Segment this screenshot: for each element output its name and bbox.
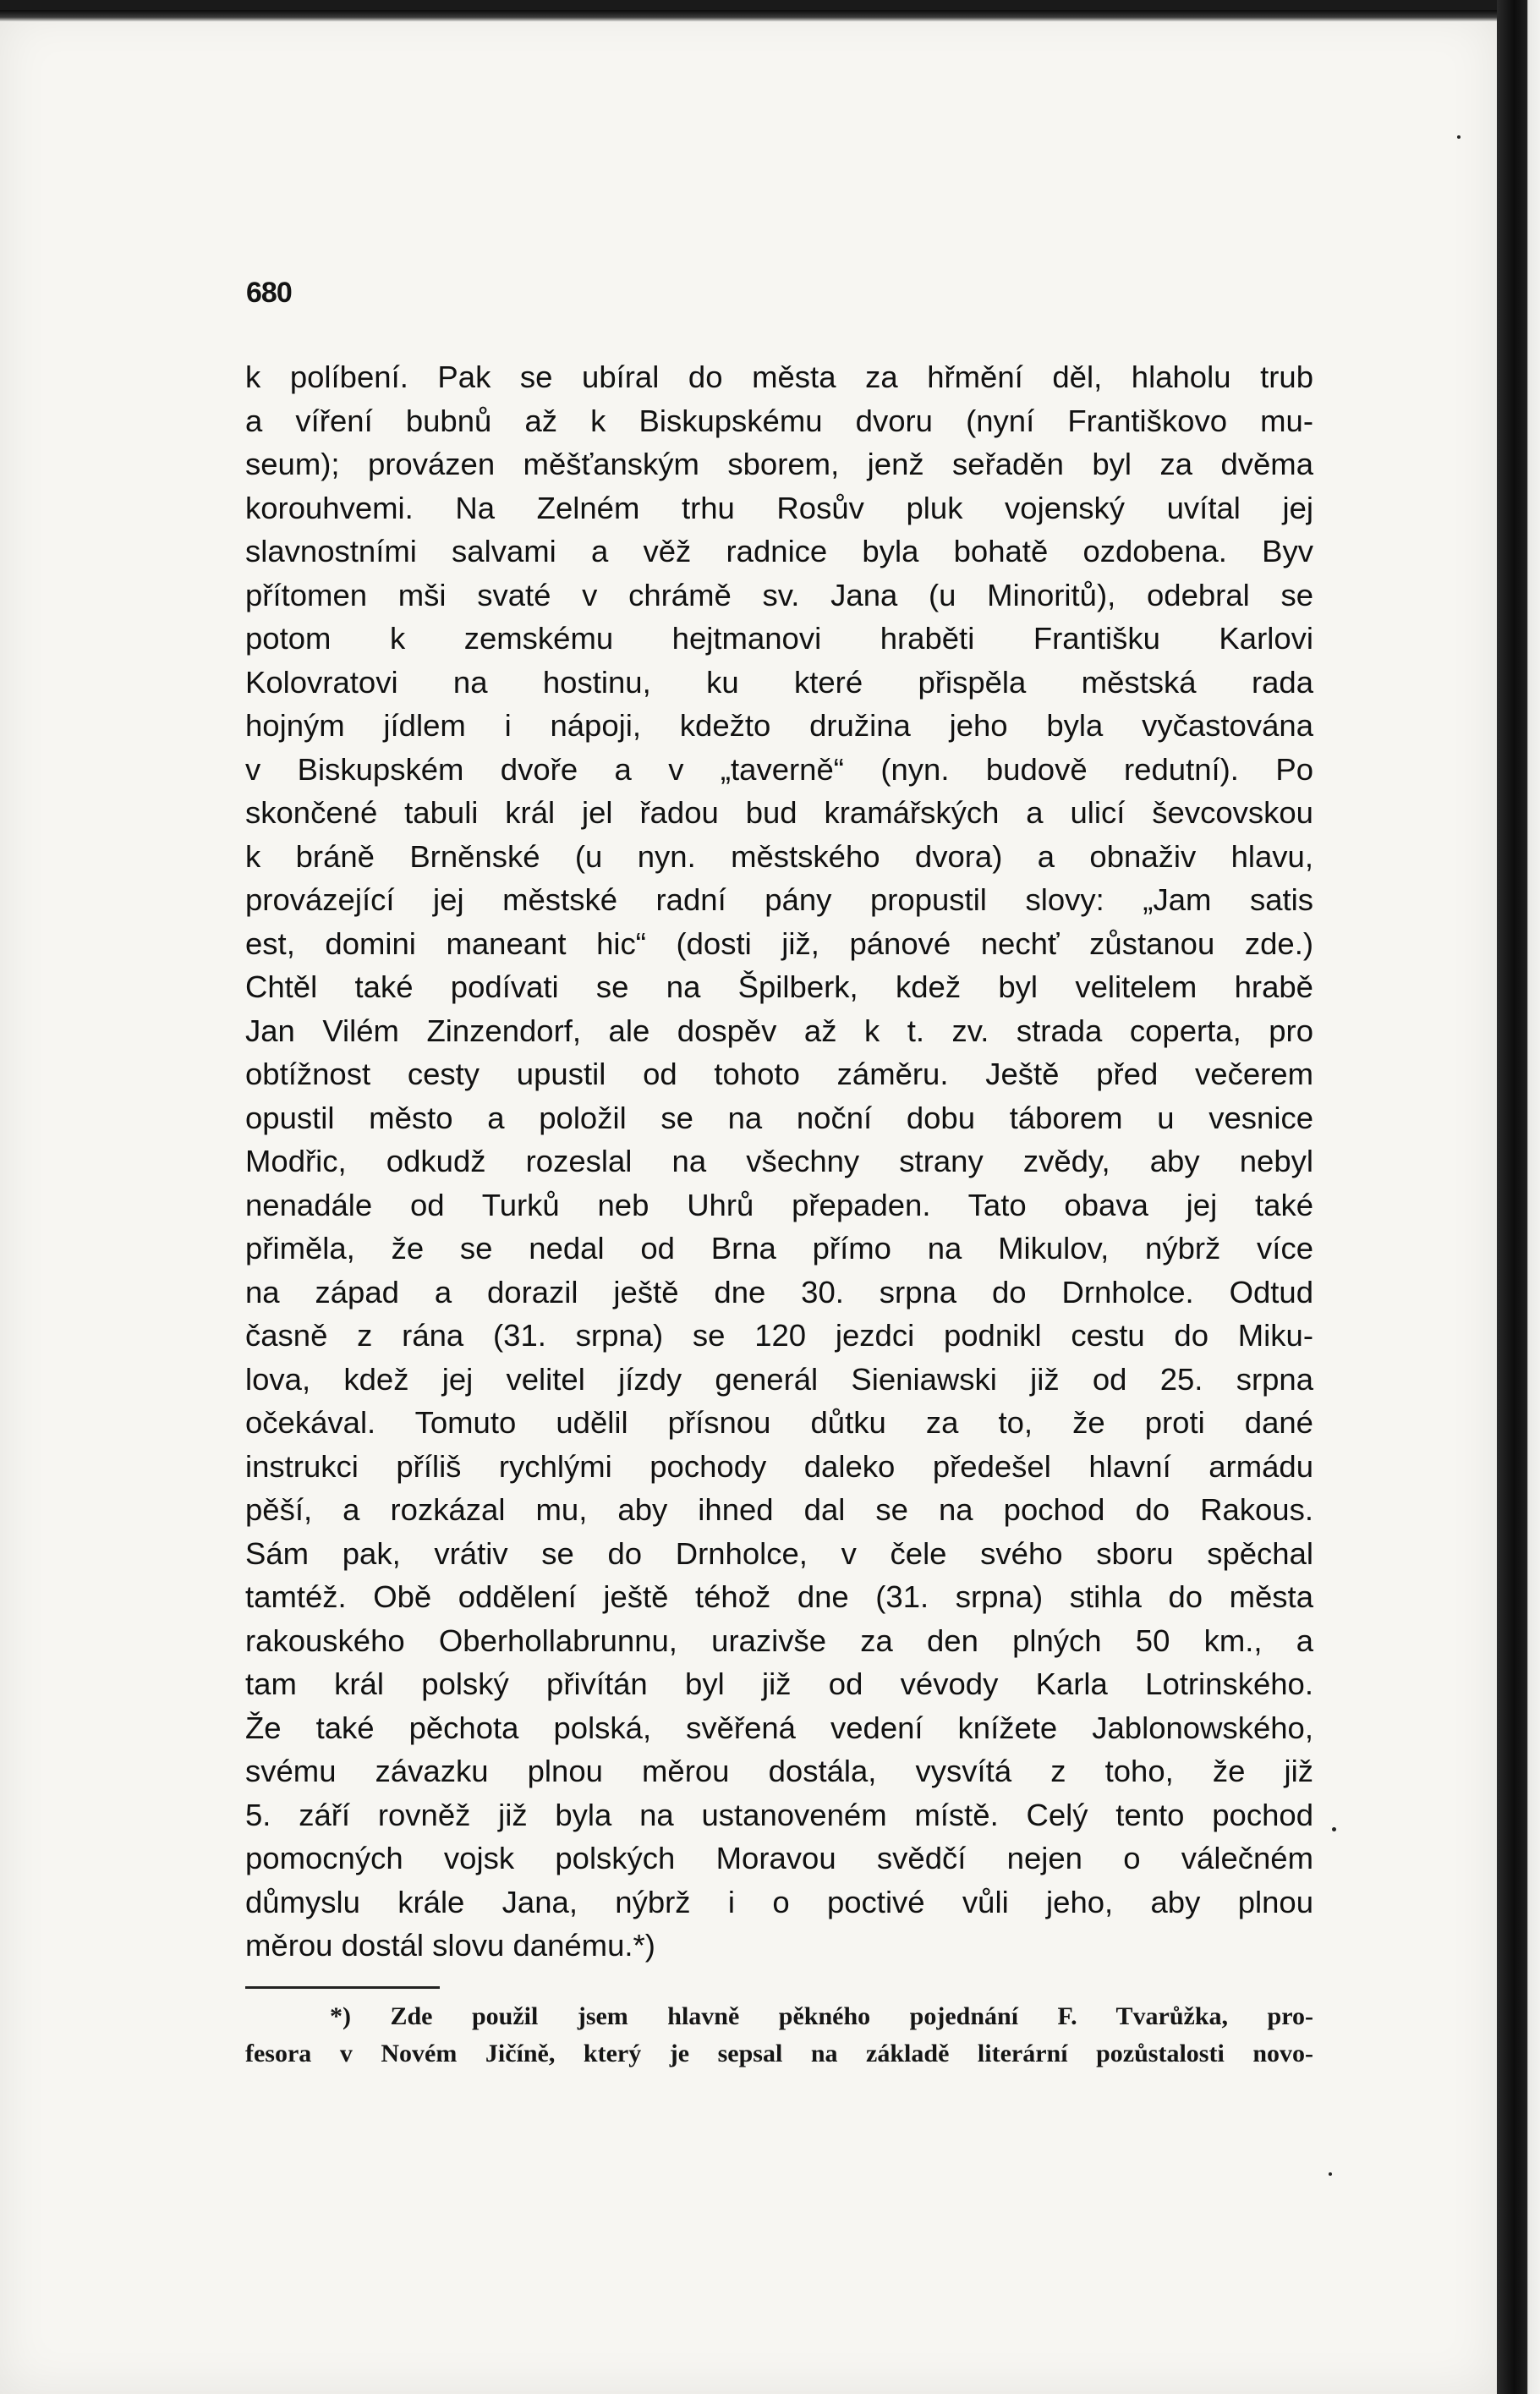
- book-page: [0, 10, 1497, 2394]
- text-line: provázející jej městské radní pány propustil slovy: „Jam satis: [245, 882, 1313, 917]
- footnote-line: *) Zde použil jsem hlavně pěkného pojednání F. Tvarůžka, pro-: [330, 2002, 1313, 2030]
- text-line: Kolovratovi na hostinu, ku které přispěla městská rada: [245, 664, 1313, 700]
- page-top-edge: [0, 10, 1497, 22]
- scan-speck: [1329, 2172, 1332, 2176]
- text-line: lova, kdež jej velitel jízdy generál Sieniawski již od 25. srpna: [245, 1361, 1313, 1397]
- text-line: Chtěl také podívati se na Špilberk, kdež byl velitelem hrabě: [245, 969, 1313, 1004]
- text-line: Sám pak, vrátiv se do Drnholce, v čele svého sboru spěchal: [245, 1535, 1313, 1571]
- text-line: důmyslu krále Jana, nýbrž i o poctivé vůli jeho, aby plnou: [245, 1884, 1313, 1919]
- text-line: v Biskupském dvoře a v „taverně“ (nyn. budově redutní). Po: [245, 751, 1313, 787]
- scan-speck: [1457, 135, 1461, 139]
- text-line: Modřic, odkudž rozeslal na všechny strany zvědy, aby nebyl: [245, 1144, 1313, 1178]
- text-line: tam král polský přivítán byl již od vévody Karla Lotrinského.: [245, 1666, 1313, 1701]
- text-line: přiměla, že se nedal od Brna přímo na Mikulov, nýbrž více: [245, 1231, 1313, 1266]
- text-line: Že také pěchota polská, svěřená vedení knížete Jablonowského,: [245, 1710, 1313, 1745]
- text-line: časně z rána (31. srpna) se 120 jezdci podnikl cestu do Miku-: [245, 1318, 1313, 1353]
- text-line: Jan Vilém Zinzendorf, ale dospěv až k t. zv. strada coperta, pro: [245, 1013, 1313, 1048]
- text-line: svému závazku plnou měrou dostála, vysvítá z toho, že již: [245, 1754, 1313, 1788]
- text-line: skončené tabuli král jel řadou bud kramářských a ulicí ševcovskou: [245, 795, 1313, 830]
- body-text: [245, 355, 1313, 1968]
- text-line: est, domini maneant hic“ (dosti již, pánové nechť zůstanou zde.): [245, 925, 1313, 961]
- text-line: a víření bubnů až k Biskupskému dvoru (nyní Františkovo mu-: [245, 403, 1313, 438]
- text-line: hojným jídlem i nápoji, kdežto družina jeho byla vyčastována: [245, 708, 1313, 743]
- text-line: měrou dostál slovu danému.*): [245, 1928, 655, 1963]
- text-line: pomocných vojsk polských Moravou svědčí nejen o válečném: [245, 1841, 1313, 1875]
- text-line: 5. září rovněž již byla na ustanoveném místě. Celý tento pochod: [245, 1797, 1313, 1832]
- footnote-divider: [245, 1986, 440, 1989]
- text-line: instrukci příliš rychlými pochody daleko předešel hlavní armádu: [245, 1448, 1313, 1484]
- text-line: k bráně Brněnské (u nyn. městského dvora) a obnaživ hlavu,: [245, 838, 1313, 874]
- text-line: přítomen mši svaté v chrámě sv. Jana (u Minoritů), odebral se: [245, 577, 1313, 612]
- text-line: seum); provázen měšťanským sborem, jenž seřaděn byl za dvěma: [245, 447, 1313, 481]
- footnote: [245, 1998, 1313, 2073]
- text-line: rakouského Oberhollabrunnu, urazivše za den plných 50 km., a: [245, 1623, 1313, 1658]
- text-line: slavnostními salvami a věž radnice byla bohatě ozdobena. Byv: [245, 534, 1313, 568]
- text-line: opustil město a položil se na noční dobu táborem u vesnice: [245, 1100, 1313, 1135]
- text-line: korouhvemi. Na Zelném trhu Rosův pluk vojenský uvítal jej: [245, 490, 1313, 525]
- text-line: pěší, a rozkázal mu, aby ihned dal se na pochod do Rakous.: [245, 1492, 1313, 1527]
- scan-speck: [1332, 1827, 1336, 1831]
- page-number: 680: [246, 277, 292, 309]
- binding-gutter: [1497, 0, 1540, 2394]
- text-line: potom k zemskému hejtmanovi hraběti Františku Karlovi: [245, 621, 1313, 656]
- text-line: k políbení. Pak se ubíral do města za hřmění děl, hlaholu trub: [245, 360, 1313, 394]
- text-line: na západ a dorazil ještě dne 30. srpna do Drnholce. Odtud: [245, 1274, 1313, 1310]
- text-line: nenadále od Turků neb Uhrů přepaden. Tato obava jej také: [245, 1187, 1313, 1222]
- footnote-line: fesora v Novém Jičíně, který je sepsal na základě literární pozůstalosti novo-: [245, 2040, 1313, 2067]
- text-line: očekával. Tomuto udělil přísnou důtku za to, že proti dané: [245, 1405, 1313, 1440]
- text-line: tamtéž. Obě oddělení ještě téhož dne (31. srpna) stihla do města: [245, 1579, 1313, 1614]
- text-line: obtížnost cesty upustil od tohoto záměru. Ještě před večerem: [245, 1057, 1313, 1091]
